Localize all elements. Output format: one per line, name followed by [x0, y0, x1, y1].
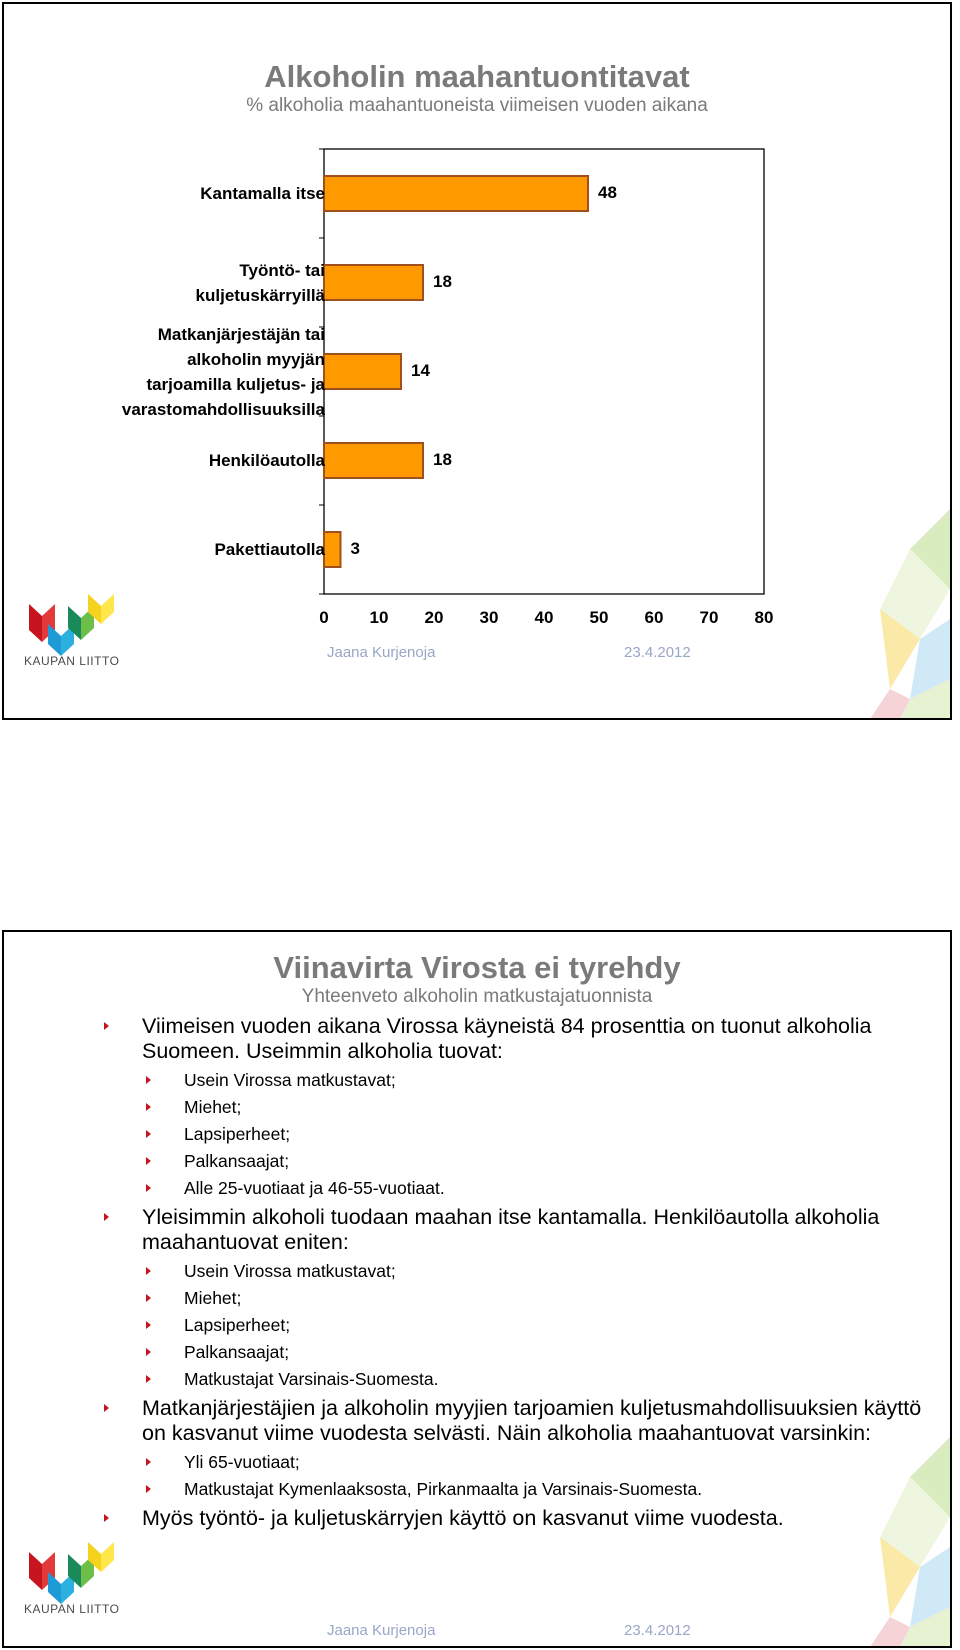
bullet-text: Matkustajat Varsinais-Suomesta. [184, 1369, 439, 1389]
category-label [214, 537, 325, 562]
sub-bullet-item [104, 1288, 934, 1309]
x-tick-label: 80 [754, 608, 774, 627]
bullet-text: Myös työntö- ja kuljetuskärryjen käyttö on kasvanut viime vuodesta. [142, 1506, 784, 1530]
logo-text: KAUPAN LIITTO [24, 1602, 120, 1616]
bar [324, 265, 423, 300]
footer-author: Jaana Kurjenoja [327, 644, 436, 661]
category-label-line: Matkanjärjestäjän tai [157, 324, 325, 344]
x-tick-label: 10 [369, 608, 389, 627]
sub-bullet-item [104, 1452, 934, 1473]
category-label [122, 322, 325, 422]
bullet-arrow-icon [146, 1375, 151, 1383]
bullet-item [104, 1506, 934, 1531]
bar-value-label: 14 [411, 360, 430, 380]
sub-bullet-item [104, 1097, 934, 1118]
footer-date: 23.4.2012 [624, 644, 691, 661]
category-label-line: tarjoamilla kuljetus- ja [146, 374, 325, 394]
sub-bullet-item [104, 1070, 934, 1091]
sub-bullet-item [104, 1369, 934, 1390]
sub-bullet-item [104, 1178, 934, 1199]
x-tick-label: 50 [589, 608, 609, 627]
bullet-text: Miehet; [184, 1097, 242, 1117]
bullet-item [104, 1014, 934, 1064]
category-label-line: varastomahdollisuuksilla [121, 399, 325, 419]
footer-author: Jaana Kurjenoja [327, 1622, 436, 1639]
bullet-arrow-icon [104, 1022, 109, 1030]
bar-value-label: 18 [433, 271, 452, 291]
category-label-line: Kantamalla itse [200, 184, 325, 203]
bullet-text: Yleisimmin alkoholi tuodaan maahan itse kantamalla. Henkilöautolla alkoholia maahantuovat eniten: [142, 1205, 880, 1254]
bullet-item [104, 1396, 934, 1446]
bullet-text: Viimeisen vuoden aikana Virossa käyneistä 84 prosenttia on tuonut alkoholia Suomeen. Useimmin alkoholia tuovat: [142, 1014, 872, 1063]
bullet-text: Palkansaajat; [184, 1151, 290, 1171]
bar [324, 532, 341, 567]
slide1-subtitle: % alkoholia maahantuoneista viimeisen vuoden aikana [246, 95, 708, 116]
decorative-triangles-icon [860, 509, 950, 719]
sub-bullet-item [104, 1342, 934, 1363]
bar-value-label: 18 [433, 449, 452, 469]
category-label [196, 258, 325, 308]
category-label-line: kuljetuskärryillä [195, 285, 325, 305]
bullet-arrow-icon [146, 1321, 151, 1329]
bar [324, 176, 588, 211]
bullet-arrow-icon [146, 1076, 151, 1084]
bullet-text: Lapsiperheet; [184, 1315, 291, 1335]
bullet-arrow-icon [104, 1404, 109, 1412]
footer-date: 23.4.2012 [624, 1622, 691, 1639]
bullet-arrow-icon [146, 1103, 151, 1111]
sub-bullet-item [104, 1479, 934, 1500]
x-tick-label: 40 [534, 608, 554, 627]
slide-chart [2, 2, 952, 720]
category-label-line: Pakettiautolla [214, 540, 325, 559]
sub-bullet-item [104, 1315, 934, 1336]
bullet-text: Yli 65-vuotiaat; [184, 1452, 300, 1472]
bullet-text: Matkanjärjestäjien ja alkoholin myyjien tarjoamien kuljetusmahdollisuuksien käyttö on kasvanut viime vuodesta selvästi. Näin alkoholia maahantuovat varsinkin: [142, 1396, 922, 1445]
bullet-text: Miehet; [184, 1288, 242, 1308]
bullet-text: Lapsiperheet; [184, 1124, 291, 1144]
x-tick-label: 20 [424, 608, 444, 627]
bullet-text: Usein Virossa matkustavat; [184, 1261, 396, 1281]
bullet-arrow-icon [146, 1485, 151, 1493]
bullet-arrow-icon [104, 1213, 109, 1221]
sub-bullet-item [104, 1261, 934, 1282]
bullet-arrow-icon [146, 1184, 151, 1192]
slide2-title: Viinavirta Virosta ei tyrehdy [273, 950, 681, 985]
bullet-arrow-icon [146, 1157, 151, 1165]
x-tick-label: 70 [699, 608, 719, 627]
bullet-list [104, 1014, 934, 1533]
slide2-subtitle: Yhteenveto alkoholin matkustajatuonnista [301, 986, 653, 1007]
bar [324, 354, 401, 389]
category-label-line: alkoholin myyjän [187, 349, 325, 369]
bar [324, 443, 423, 478]
bullet-arrow-icon [146, 1267, 151, 1275]
bullet-arrow-icon [146, 1294, 151, 1302]
bar-value-label: 3 [350, 538, 360, 558]
bullet-arrow-icon [104, 1514, 109, 1522]
bullet-text: Alle 25-vuotiaat ja 46-55-vuotiaat. [184, 1178, 445, 1198]
x-tick-label: 0 [319, 608, 329, 627]
x-tick-label: 60 [644, 608, 664, 627]
category-label [200, 181, 325, 206]
category-label [209, 448, 325, 473]
category-label-line: Henkilöautolla [208, 451, 325, 470]
bullet-arrow-icon [146, 1348, 151, 1356]
bullet-arrow-icon [146, 1458, 151, 1466]
x-tick-label: 30 [479, 608, 499, 627]
decorative-triangles-icon [860, 1437, 950, 1647]
slide-summary [2, 930, 952, 1648]
bar-value-label: 48 [598, 182, 617, 202]
bullet-arrow-icon [146, 1130, 151, 1138]
bullet-text: Usein Virossa matkustavat; [184, 1070, 396, 1090]
bullet-text: Palkansaajat; [184, 1342, 290, 1362]
sub-bullet-item [104, 1124, 934, 1145]
sub-bullet-item [104, 1151, 934, 1172]
bullet-text: Matkustajat Kymenlaaksosta, Pirkanmaalta ja Varsinais-Suomesta. [184, 1479, 703, 1499]
slide1-title: Alkoholin maahantuontitavat [264, 59, 690, 94]
category-label-line: Työntö- tai [239, 260, 325, 280]
bullet-item [104, 1205, 934, 1255]
logo-text: KAUPAN LIITTO [24, 654, 120, 668]
